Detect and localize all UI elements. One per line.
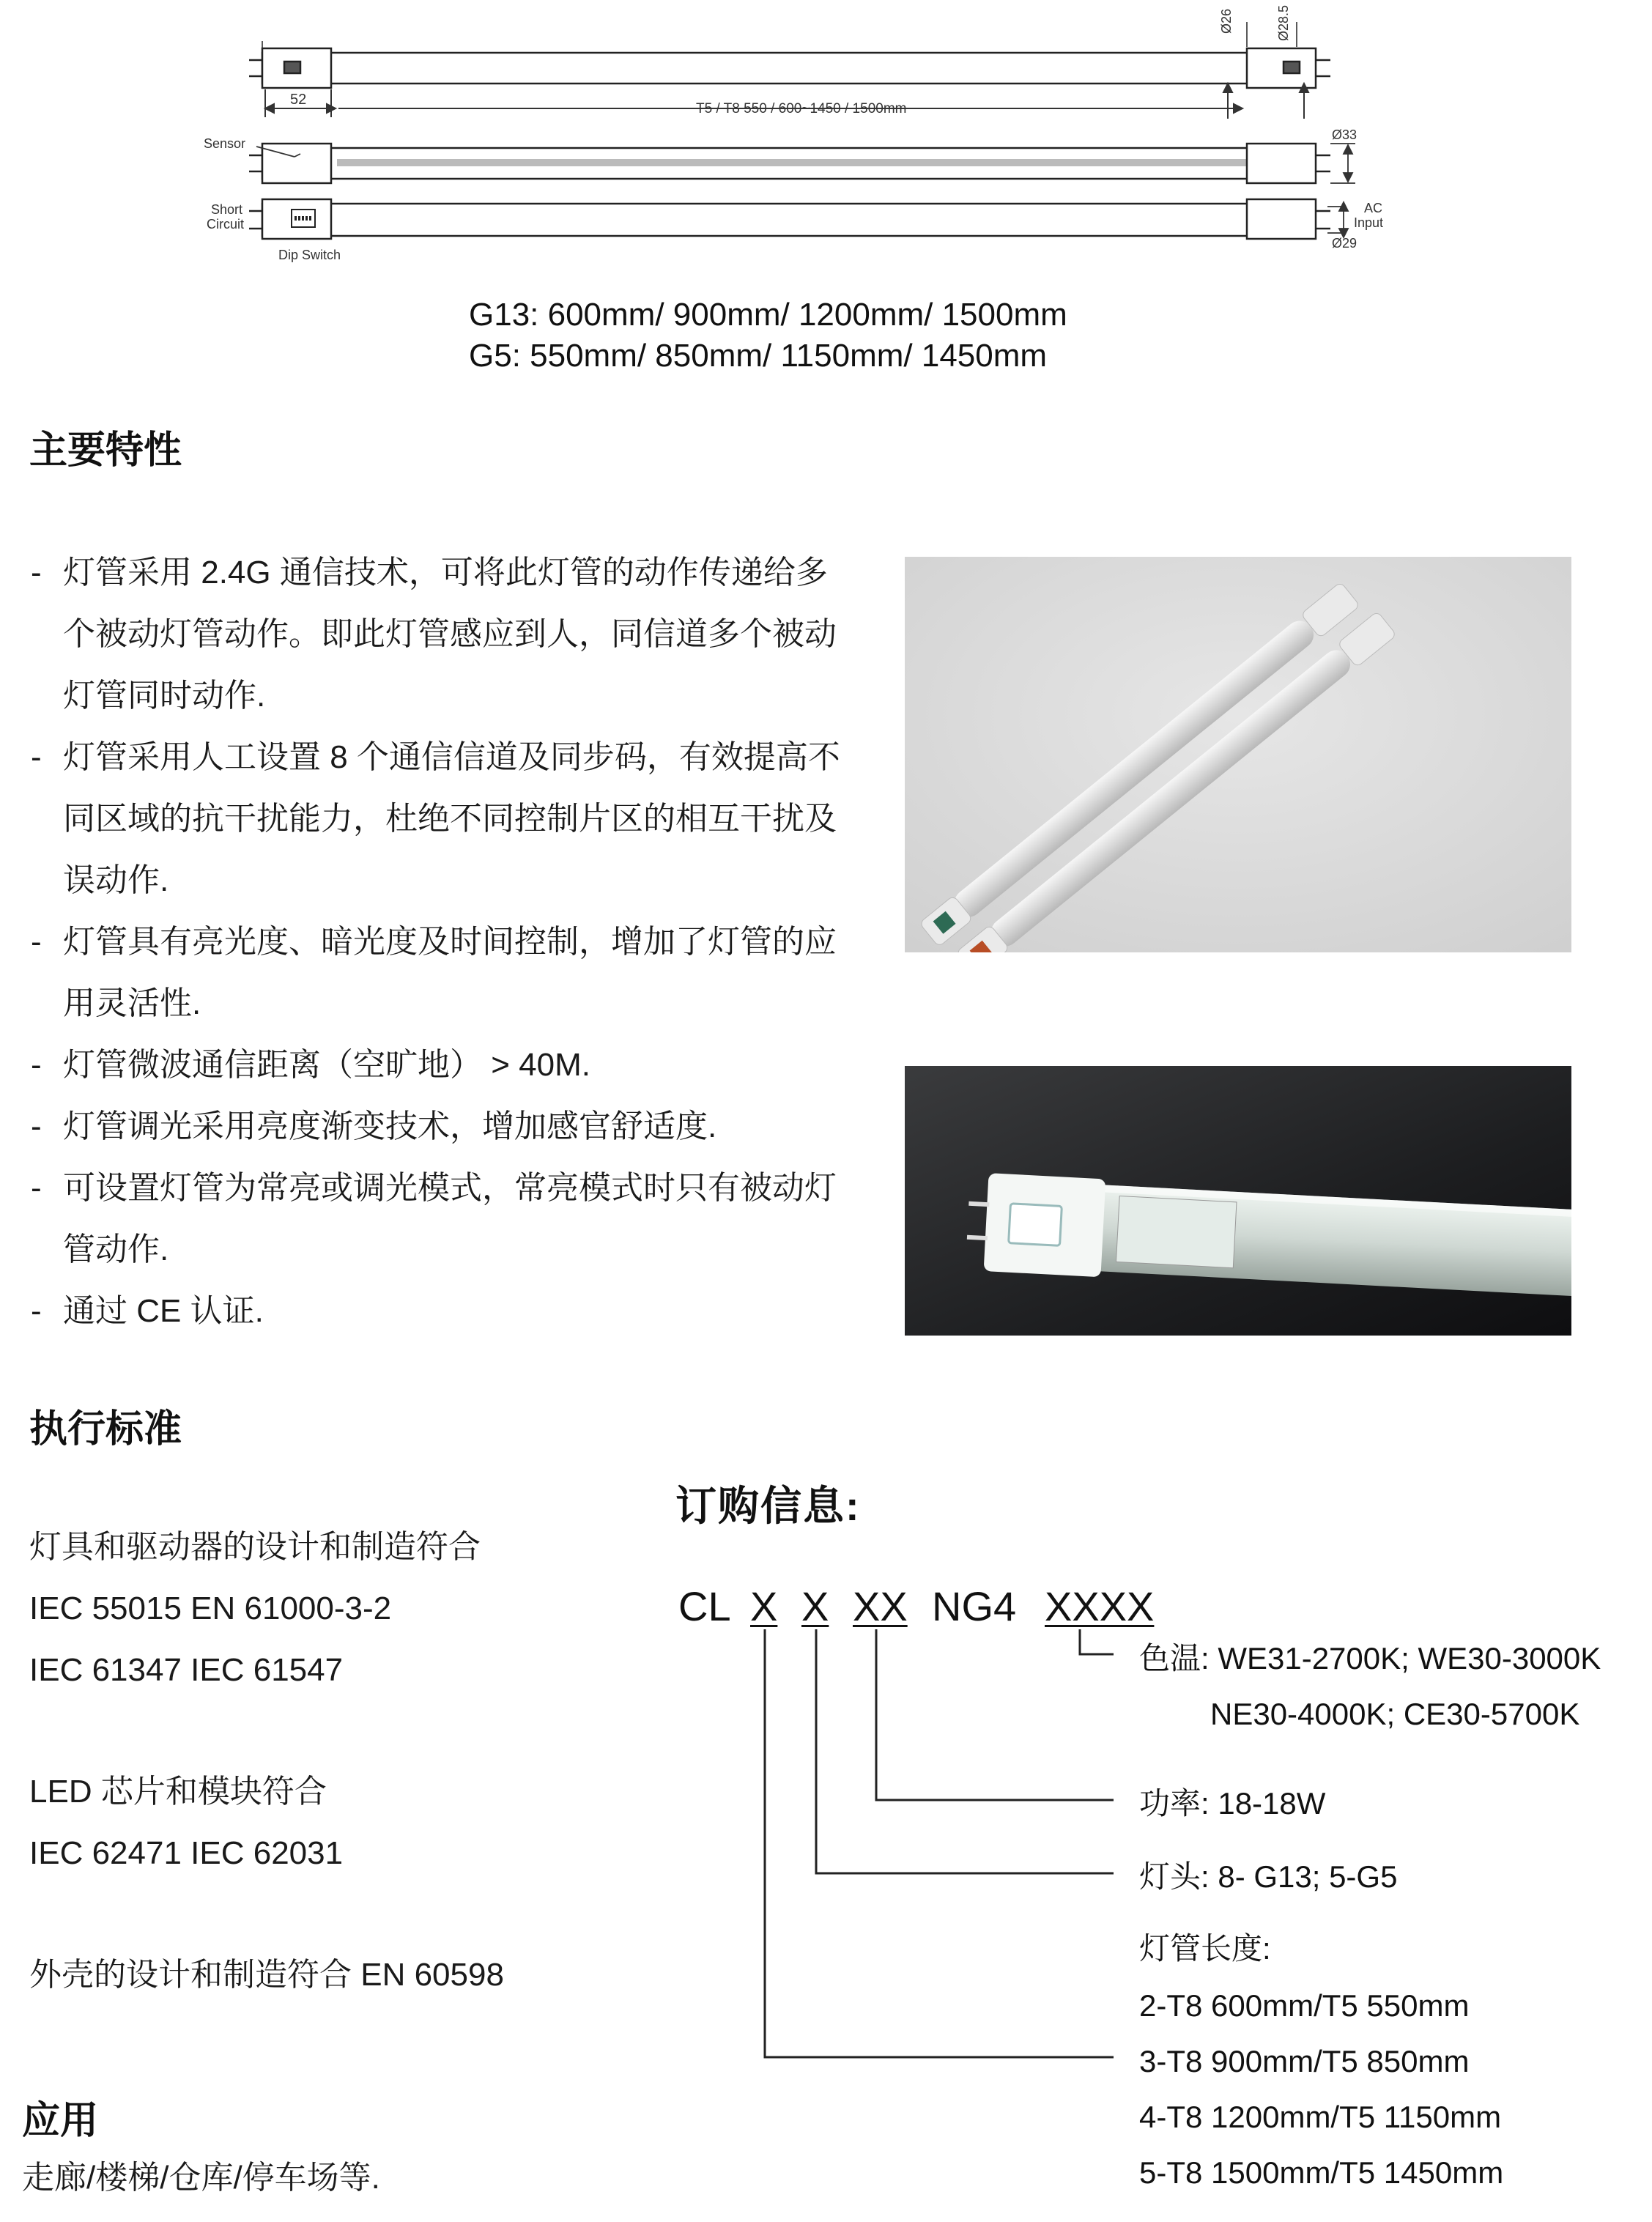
feature-line: 管动作. [63, 1232, 169, 1267]
standards-title: 外壳的设计和制造符合 EN 60598 [29, 1957, 504, 1993]
tube-sizes [469, 295, 1067, 377]
standards-title: LED 芯片和模块符合 [29, 1774, 327, 1810]
standards-line: IEC 61347 IEC 61547 [29, 1652, 344, 1688]
power-legend: 功率: 18-18W [1139, 1786, 1326, 1821]
length-option: 2-T8 600mm/T5 550mm [1139, 1988, 1470, 2023]
feature-line: 灯管采用 2.4G 通信技术，可将此灯管的动作传递给多 [63, 555, 828, 590]
feature-item [26, 1096, 905, 1158]
standards-title: 灯具和驱动器的设计和制造符合 [29, 1529, 481, 1565]
feature-dash: - [31, 924, 42, 960]
standards-group-3 [29, 1944, 504, 2006]
feature-item [26, 911, 905, 1034]
code-part-color-temp: XXXX [1045, 1583, 1155, 1629]
code-part-power: XX [853, 1583, 908, 1629]
sensor-label: Sensor [204, 136, 246, 151]
product-photo-two-tubes [905, 557, 1571, 952]
feature-line: 灯管调光采用亮度渐变技术，增加感官舒适度. [63, 1108, 717, 1144]
feature-line: 灯管微波通信距离（空旷地） > 40M. [63, 1047, 590, 1083]
standards-line: IEC 62471 IEC 62031 [29, 1835, 344, 1871]
feature-dash: - [31, 739, 42, 775]
standards-group-1 [29, 1516, 481, 1701]
short-circuit-label-2: Circuit [207, 217, 245, 232]
tube-closeup-illustration [905, 1066, 1571, 1336]
feature-line: 通过 CE 认证. [63, 1293, 264, 1329]
application-heading: 应用 [22, 2100, 99, 2142]
tubes-illustration [905, 557, 1571, 952]
length-legend-title: 灯管长度: [1139, 1931, 1271, 1966]
order-code-leader-lines [747, 1626, 1157, 2081]
short-circuit-label-1: Short [211, 202, 243, 217]
feature-line: 灯管具有亮光度、暗光度及时间控制，增加了灯管的应 [63, 924, 837, 960]
features-list [26, 542, 905, 1342]
dim-52-label: 52 [290, 92, 307, 108]
code-part-length: X [750, 1583, 778, 1629]
features-heading: 主要特性 [29, 429, 182, 472]
length-option: 5-T8 1500mm/T5 1450mm [1139, 2155, 1504, 2190]
feature-line: 同区域的抗干扰能力，杜绝不同控制片区的相互干扰及 [63, 801, 837, 837]
dim-26-label: Ø26 [1219, 8, 1234, 34]
standards-line: IEC 55015 EN 61000-3-2 [29, 1590, 392, 1626]
feature-dash: - [31, 1108, 42, 1144]
dim-28-5-label: Ø28.5 [1276, 4, 1291, 41]
dim-29-label: Ø29 [1332, 236, 1357, 251]
code-part-prefix: CL [678, 1583, 731, 1629]
color-temp-legend: 色温: WE31-2700K; WE30-3000K [1139, 1641, 1601, 1675]
feature-dash: - [31, 1293, 42, 1329]
product-photo-closeup [905, 1066, 1571, 1336]
feature-line: 个被动灯管动作。即此灯管感应到人，同信道多个被动 [63, 616, 837, 652]
g13-sizes: G13: 600mm/ 900mm/ 1200mm/ 1500mm [469, 297, 1067, 333]
length-option: 4-T8 1200mm/T5 1150mm [1139, 2100, 1502, 2134]
feature-line: 可设置灯管为常亮或调光模式，常亮模式时只有被动灯 [63, 1170, 837, 1206]
feature-line: 用灵活性. [63, 985, 201, 1021]
code-part-series: NG4 [932, 1583, 1017, 1629]
tube-drawing-3 [249, 199, 1330, 239]
tube-drawing-2 [249, 144, 1330, 183]
standards-heading: 执行标准 [29, 1408, 182, 1451]
lamp-cap-legend: 灯头: 8- G13; 5-G5 [1139, 1859, 1398, 1894]
tube-dimension-diagram [183, 0, 1429, 271]
dip-switch-label: Dip Switch [278, 248, 341, 262]
feature-dash: - [31, 555, 42, 590]
feature-dash: - [31, 1170, 42, 1206]
feature-dash: - [31, 1047, 42, 1083]
dim-33-label: Ø33 [1332, 127, 1357, 142]
feature-line: 灯管同时动作. [63, 678, 266, 714]
g5-sizes: G5: 550mm/ 850mm/ 1150mm/ 1450mm [469, 338, 1048, 374]
feature-item [26, 727, 905, 911]
length-option: 3-T8 900mm/T5 850mm [1139, 2044, 1470, 2078]
feature-item [26, 1034, 905, 1096]
feature-item [26, 1281, 905, 1342]
tube-drawing-1 [249, 22, 1330, 88]
standards-group-2 [29, 1761, 343, 1884]
ordering-title: 订购信息: [675, 1483, 861, 1529]
ac-input-label-2: Input [1354, 215, 1384, 230]
feature-line: 误动作. [63, 862, 169, 898]
feature-line: 灯管采用人工设置 8 个通信信道及同步码，有效提高不 [63, 739, 840, 775]
feature-item [26, 542, 905, 727]
code-part-cap: X [801, 1583, 829, 1629]
color-temp-legend-2: NE30-4000K; CE30-5700K [1210, 1697, 1580, 1731]
length-label: T5 / T8 550 / 600~1450 / 1500mm [696, 101, 907, 116]
application-text: 走廊/楼梯/仓库/停车场等. [22, 2160, 380, 2196]
feature-item [26, 1158, 905, 1281]
ac-input-label-1: AC [1364, 201, 1383, 215]
